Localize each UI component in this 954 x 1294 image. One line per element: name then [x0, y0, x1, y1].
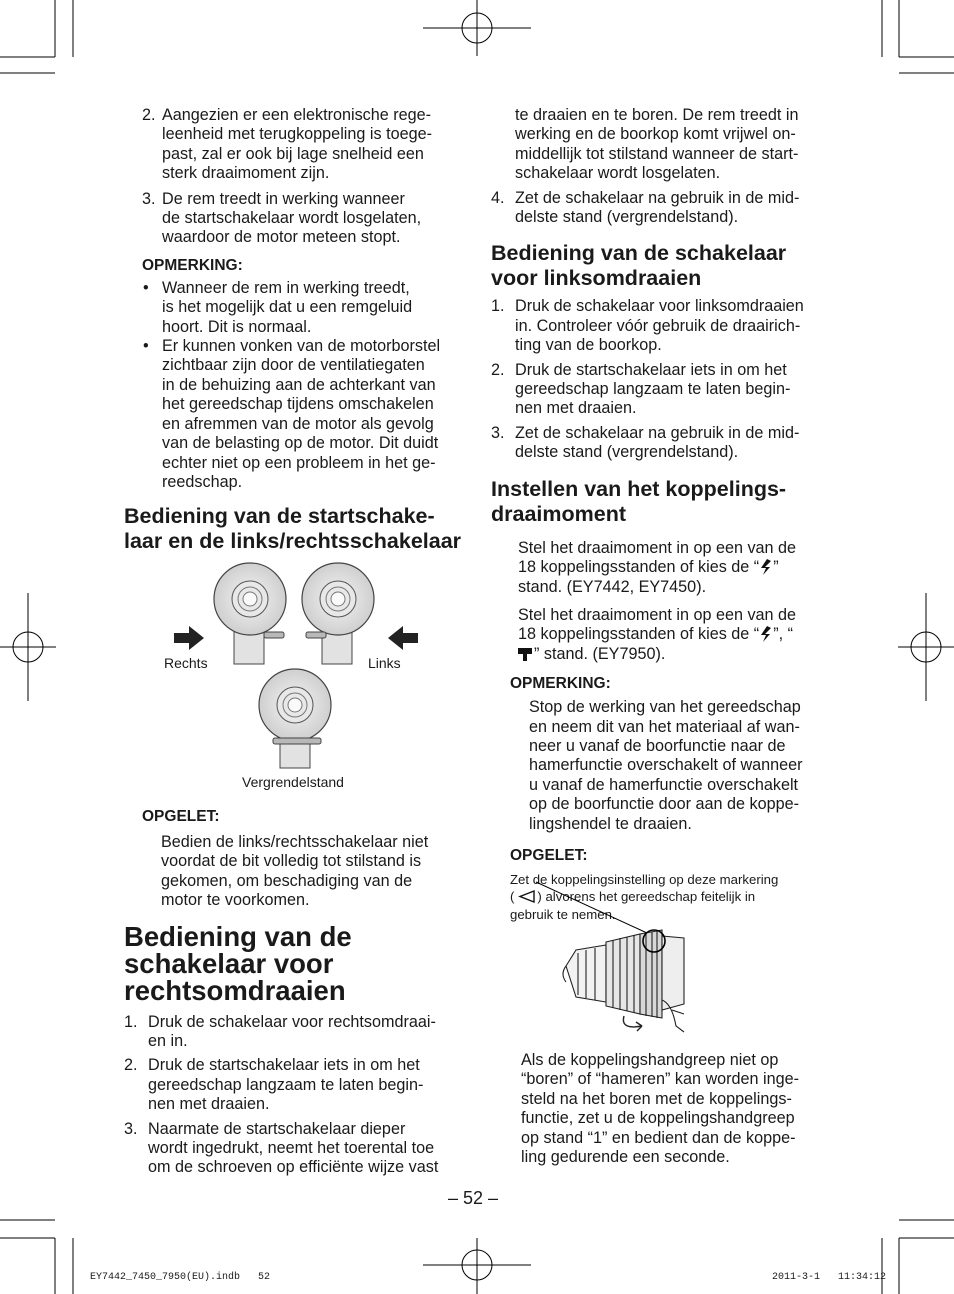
main-title-rechtsomdraaien: Bediening van de schakelaar voor rechtsomdraaien [124, 920, 352, 1006]
list-item: 3. Naarmate de startschakelaar dieper wordt ingedrukt, neemt het toerental toe om de schroeven op efficiënte wijze vast [124, 1119, 439, 1177]
torque-paragraph-2: Stel het draaimoment in op een van de 18 koppelingsstanden of kies de “ ”, “ ” stand. (EY7950). [518, 605, 797, 663]
footer-file-info: EY7442_7450_7950(EU).indb 52 [90, 1272, 271, 1283]
list-item: 1. Druk de schakelaar voor rechtsomdraai- en in. [124, 1012, 436, 1051]
callout-leader [536, 882, 647, 933]
clutch-reset-text: Als de koppelingshandgreep niet op “boren” of “hameren” kan worden inge- steld na het boren met de koppelings- functie, zet u de koppelingshandgreep op stand “1” en bedient dan de koppe- ling gedurende een seconde. [521, 1051, 800, 1167]
note-label: OPMERKING: [510, 675, 611, 693]
caution-label: OPGELET: [142, 808, 220, 825]
fig-label-rechts: Rechts [164, 655, 208, 671]
fig-label-links: Links [368, 655, 401, 671]
caution-text: Bedien de links/rechtsschakelaar niet voordat de bit volledig tot stilstand is gekomen, om beschadiging van de motor te voorkomen. [161, 833, 429, 910]
footer-timestamp: 2011-3-1 11:34:12 [772, 1272, 887, 1283]
list-item: • Er kunnen vonken van de motorborstel zichtbaar zijn door de ventilatiegaten in de behuizing aan de achterkant van het gereedschap tijdens omschakelen en afremmen van de motor als gevolg van de belasting op de motor. Dit duidt echter niet op een probleem in het ge- reedschap. [143, 337, 441, 491]
list-item: 3. Zet de schakelaar na gebruik in de mid- delste stand (vergrendelstand). [491, 423, 800, 462]
torque-paragraph-1: Stel het draaimoment in op een van de 18 koppelingsstanden of kies de “ ” stand. (EY7442, EY7450). [518, 538, 797, 596]
list-item: 3. De rem treedt in werking wanneer de startschakelaar wordt losgelaten, waardoor de motor meteen stopt. [142, 189, 422, 247]
note-text: Stop de werking van het gereedschap en neem dit van het materiaal af wan- neer u vanaf de boorfunctie naar de hamerfunctie overschakelt of wanneer u vanaf de hamerfunctie overschakelt op de boorfunctie door aan de koppe- lingshendel te draaien. [529, 698, 803, 833]
note-label: OPMERKING: [142, 256, 243, 274]
list-item: • Wanneer de rem in werking treedt, is het mogelijk dat u een remgeluid hoort. Dit is normaal. [143, 278, 413, 336]
list-item: 2. Druk de startschakelaar iets in om het gereedschap langzaam te laten begin- nen met draaien. [124, 1056, 424, 1114]
fig-label-vergrendelstand: Vergrendelstand [242, 774, 344, 790]
list-item: 2. Aangezien er een elektronische rege- leenheid met terugkoppeling is toege- past, zal er ook bij lage snelheid een sterk draaimoment zijn. [142, 106, 432, 183]
list-item: 2. Druk de startschakelaar iets in om het gereedschap langzaam te laten begin- nen met draaien. [491, 360, 791, 418]
page-number: – 52 – [448, 1188, 499, 1208]
list-item: 4. Zet de schakelaar na gebruik in de mid- delste stand (vergrendelstand). [491, 188, 800, 227]
bullet: • [143, 278, 149, 297]
caution-label: OPGELET: [510, 846, 588, 864]
list-item: 1. Druk de schakelaar voor linksomdraaien in. Controleer vóór gebruik de draairich- ting van de boorkop. [491, 297, 804, 355]
continued-text: te draaien en te boren. De rem treedt in werking en de boorkop komt vrijwel on- middellijk tot stilstand wanneer de start- schakelaar wordt losgelaten. [515, 106, 799, 183]
caution-text: Zet de koppelingsinstelling op deze markering ( ) alvorens het gereedschap feitelijk in gebruik te nemen. [510, 871, 779, 922]
bullet: • [143, 337, 149, 356]
section-title-koppeling: Instellen van het koppelings- draaimoment [491, 476, 787, 526]
section-title-linksomdraaien: Bediening van de schakelaar voor linksomdraaien [491, 241, 787, 291]
section-title-start-switch: Bediening van de startschake- laar en de links/rechtsschakelaar [124, 504, 462, 554]
